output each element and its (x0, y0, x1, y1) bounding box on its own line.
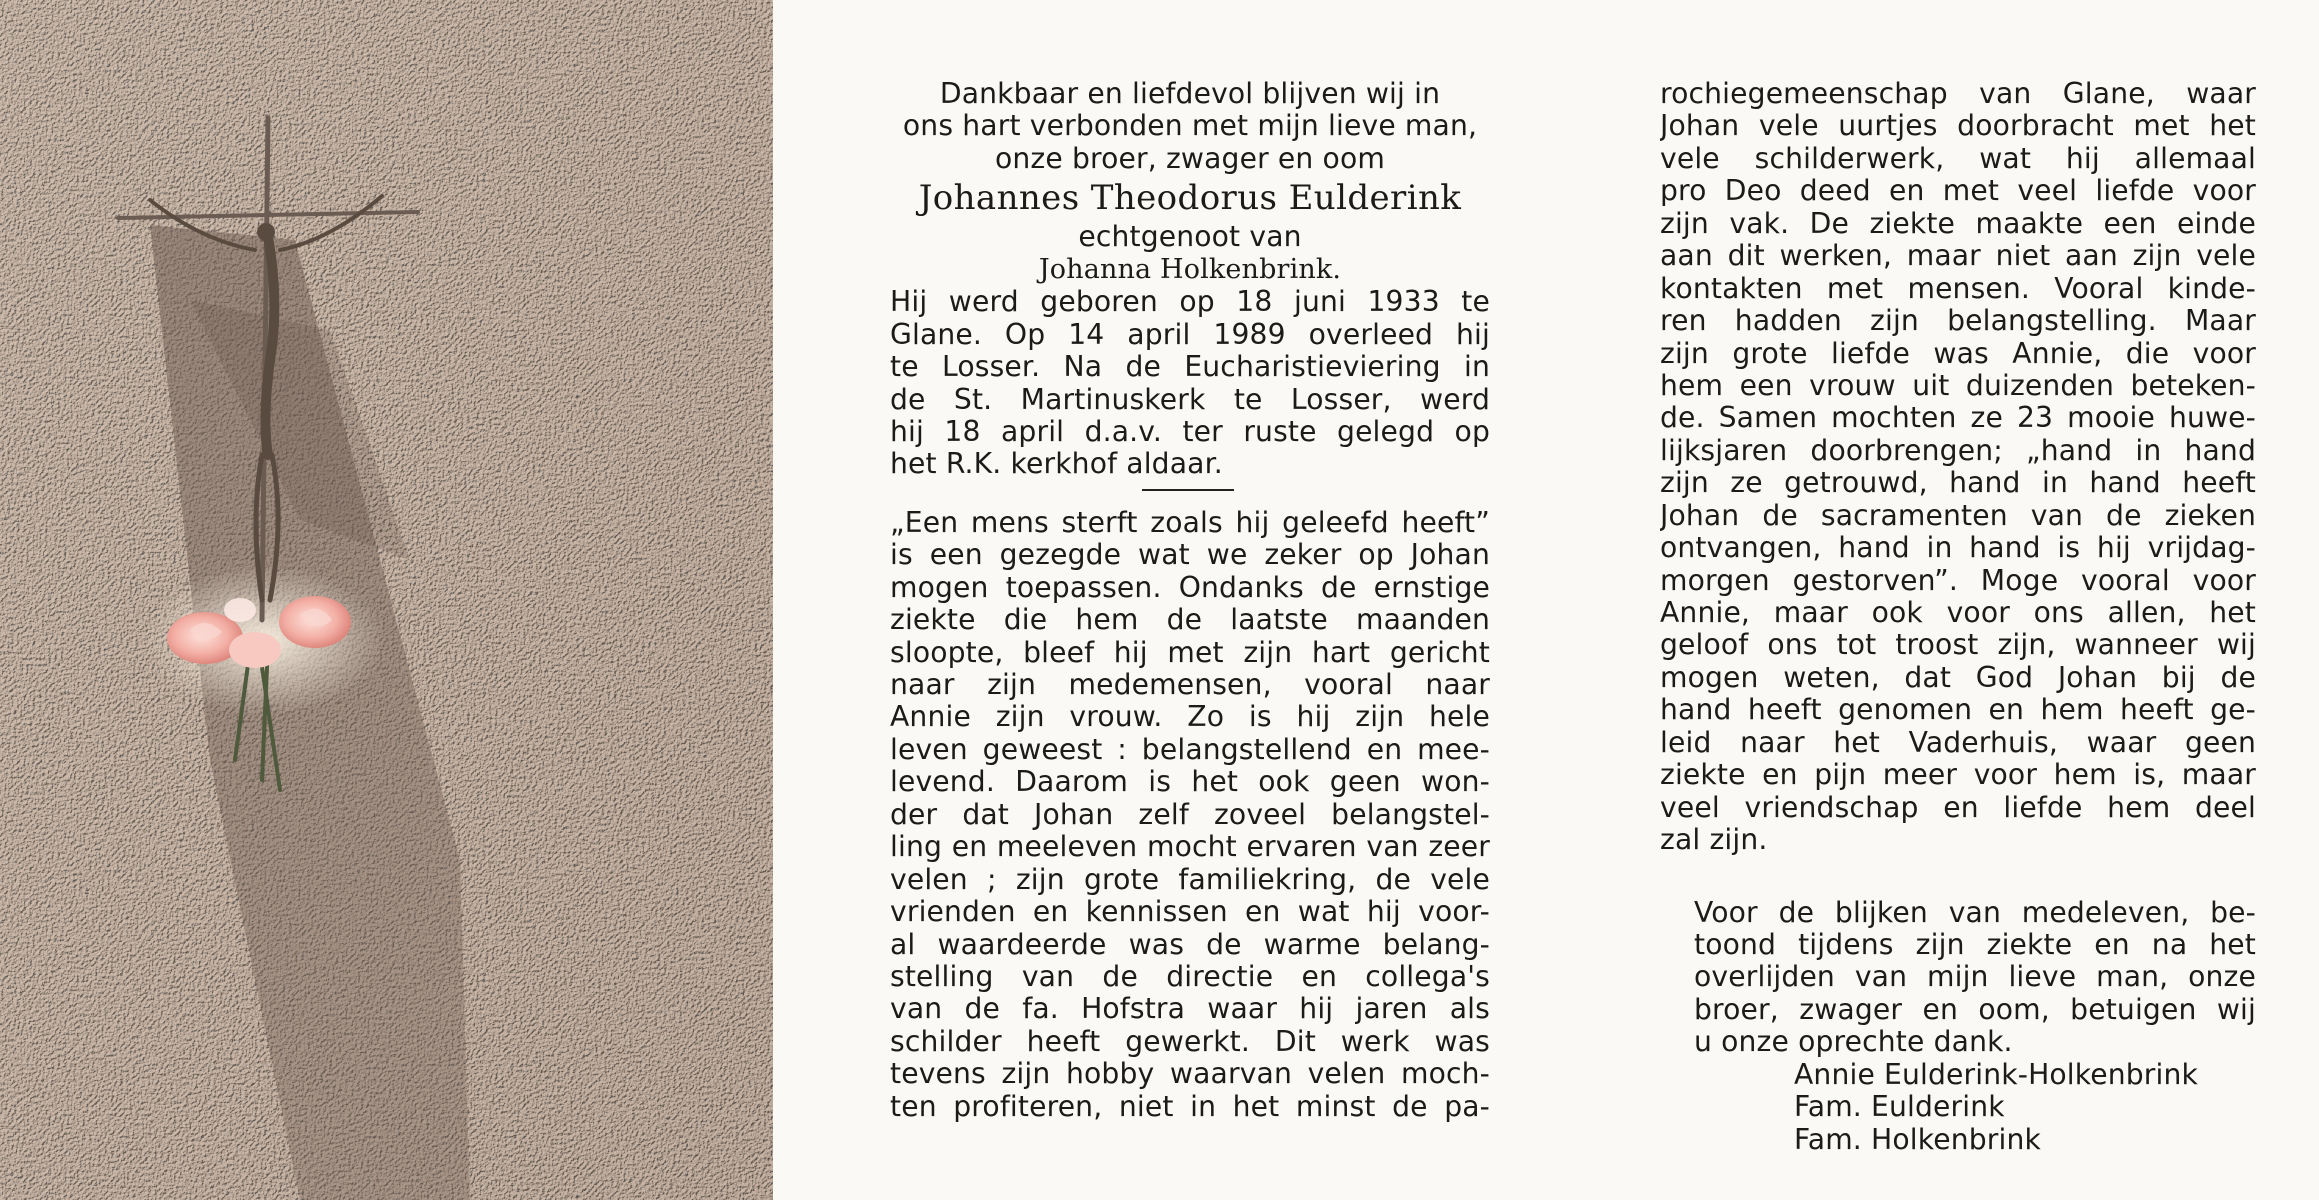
tribute-line: mogen toepassen. Ondanks de ernstige (890, 571, 1490, 604)
tribute-line: zal zijn. (1660, 823, 1768, 857)
tribute-line: zijn ze getrouwd, hand in hand heeft (1660, 467, 2256, 500)
tribute-line: hem een vrouw uit duizenden beteken- (1660, 369, 2256, 402)
tribute-line: Johan vele uurtjes doorbracht met het (1660, 110, 2256, 143)
tribute-line: geloof ons tot troost zijn, wanneer wij (1660, 629, 2256, 662)
tribute-line: pro Deo deed en met veel liefde voor (1660, 175, 2256, 208)
tribute-text-right (1660, 78, 2256, 857)
text-column-middle (890, 78, 1490, 1123)
thanks-line: broer, zwager en oom, betuigen wij (1694, 993, 2256, 1026)
intro-line: onze broer, zwager en oom (995, 141, 1385, 175)
tribute-line: levend. Daarom is het ook geen won- (890, 766, 1490, 799)
tribute-line: lijksjaren doorbrengen; „hand in hand (1660, 434, 2256, 467)
tribute-line: ziekte en pijn meer voor hem is, maar (1660, 759, 2256, 792)
bio-line: Hij werd geboren op 18 juni 1933 te (890, 286, 1490, 319)
tribute-line: is een gezegde wat we zeker op Johan (890, 539, 1490, 572)
bio-line: Glane. Op 14 april 1989 overleed hij (890, 318, 1490, 351)
bio-line: het R.K. kerkhof aldaar. (890, 447, 1223, 481)
separator-wrap (890, 481, 1490, 507)
tribute-line: mogen weten, dat God Johan bij de (1660, 661, 2256, 694)
tribute-line: vele schilderwerk, wat hij allemaal (1660, 142, 2256, 175)
tribute-line: Annie, maar ook voor ons allen, het (1660, 597, 2256, 629)
spouse-label: echtgenoot van (1078, 220, 1302, 254)
bio-line: de St. Martinuskerk te Losser, werd (890, 383, 1490, 416)
tribute-line: vrienden en kennissen en wat hij voor- (890, 896, 1490, 929)
signature-line: Fam. Eulderink (1794, 1090, 2005, 1124)
tribute-line: schilder heeft gewerkt. Dit werk was (890, 1025, 1490, 1058)
tribute-line: al waardeerde was de warme belang- (890, 928, 1490, 961)
spouse-name: Johanna Holkenbrink. (1038, 253, 1342, 285)
tribute-line: ling en meeleven mocht ervaren van zeer (890, 831, 1490, 864)
separator-rule (1142, 489, 1234, 491)
thanks-line: overlijden van mijn lieve man, onze (1694, 961, 2256, 994)
text-column-right (1660, 78, 2256, 1156)
signature-line: Fam. Holkenbrink (1794, 1122, 2041, 1156)
intro-text (890, 78, 1490, 175)
tribute-line: velen ; zijn grote familiekring, de vele (890, 863, 1490, 896)
tribute-line: Johan de sacramenten van de zieken (1660, 499, 2256, 532)
tribute-text-left (890, 507, 1490, 1123)
tribute-line: morgen gestorven”. Moge vooral voor (1660, 564, 2256, 597)
tribute-line: tevens zijn hobby waarvan velen moch- (890, 1058, 1490, 1091)
tribute-line: kontakten met mensen. Vooral kinde- (1660, 272, 2256, 305)
tribute-line: Annie zijn vrouw. Zo is hij zijn hele (890, 701, 1490, 734)
crucifix-with-roses-icon (0, 0, 773, 1200)
tribute-line: leven geweest : belangstellend en mee- (890, 733, 1490, 766)
spacer (1660, 857, 2256, 897)
thanks-line: toond tijdens zijn ziekte en na het (1694, 928, 2256, 961)
tribute-line: van de fa. Hofstra waar hij jaren als (890, 993, 1490, 1026)
tribute-line: aan dit werken, maar niet aan zijn vele (1660, 240, 2256, 273)
signature-block (1660, 1059, 2256, 1156)
memorial-photo (0, 0, 773, 1200)
bio-line: te Losser. Na de Eucharistieviering in (890, 351, 1490, 384)
tribute-line: hand heeft genomen en hem heeft ge- (1660, 694, 2256, 727)
tribute-line: zijn grote liefde was Annie, die voor (1660, 337, 2256, 370)
tribute-line: leid naar het Vaderhuis, waar geen (1660, 726, 2256, 759)
tribute-line: naar zijn medemensen, vooral naar (890, 669, 1490, 701)
tribute-line: ziekte die hem de laatste maanden (890, 604, 1490, 637)
signature-line: Annie Eulderink-Holkenbrink (1794, 1057, 2199, 1091)
tribute-line: zijn vak. De ziekte maakte een einde (1660, 207, 2256, 240)
tribute-line: rochiegemeenschap van Glane, waar (1660, 78, 2256, 110)
thanks-line: u onze oprechte dank. (1694, 1025, 2013, 1059)
thanks-text (1694, 897, 2256, 1059)
tribute-line: der dat Johan zelf zoveel belangstel- (890, 798, 1490, 831)
tribute-line: „Een mens sterft zoals hij geleefd heeft” (890, 506, 1490, 539)
intro-line: ons hart verbonden met mijn lieve man, (902, 109, 1478, 143)
tribute-line: ten profiteren, niet in het minst de pa- (890, 1090, 1490, 1123)
tribute-line: de. Samen mochten ze 23 mooie huwe- (1660, 402, 2256, 435)
bio-line: hij 18 april d.a.v. ter ruste gelegd op (890, 415, 1490, 448)
intro-line: Dankbaar en liefdevol blijven wij in (939, 77, 1441, 110)
tribute-line: ontvangen, hand in hand is hij vrijdag- (1660, 532, 2256, 565)
tribute-line: sloopte, bleef hij met zijn hart gericht (890, 636, 1490, 669)
deceased-name: Johannes Theodorus Eulderink (918, 178, 1462, 219)
bio-text (890, 286, 1490, 481)
tribute-line: veel vriendschap en liefde hem deel (1660, 791, 2256, 824)
tribute-line: stelling van de directie en collega's (890, 960, 1490, 993)
thanks-line: Voor de blijken van medeleven, be- (1694, 896, 2256, 929)
tribute-line: ren hadden zijn belangstelling. Maar (1660, 305, 2256, 338)
